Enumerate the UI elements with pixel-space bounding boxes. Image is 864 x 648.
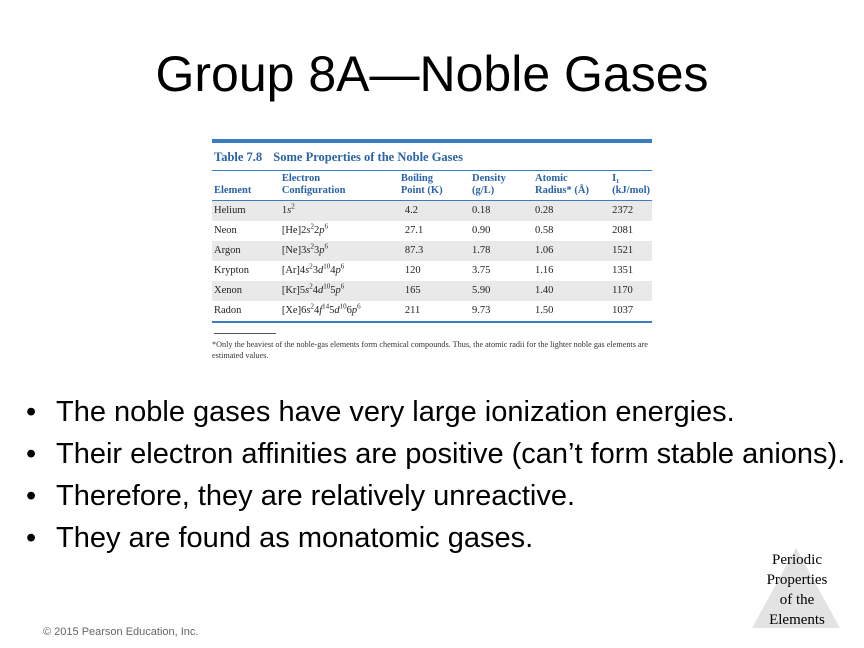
cell-atomic-radius: 0.28 [533,201,610,222]
header-ionization-energy: I₁ (kJ/mol) [610,171,652,201]
bullet-item [26,520,856,556]
header-element: Element [212,171,280,201]
bullet-icon: • [26,438,37,470]
bullet-item [26,436,856,472]
table-footnote: *Only the heaviest of the noble-gas elements form chemical compounds. Thus, the atomic radii for the lighter noble gas elements are estimated values. [212,333,652,361]
cell-density: 3.75 [472,265,491,276]
cell-element: Neon [214,225,237,236]
cell-density: 0.90 [472,225,491,236]
bullet-text: Therefore, they are relatively unreactive. [56,480,576,512]
table-caption [212,143,652,171]
table-caption-text: Some Properties of the Noble Gases [273,150,463,164]
cell-configuration: $[Xe]6s^24f^{14}5d^{10}6p^6$ [280,301,399,322]
bullet-text: They are found as monatomic gases. [56,522,534,554]
bullet-text: The noble gases have very large ionization energies. [56,396,735,428]
slide-title: Group 8A—Noble Gases [155,46,709,102]
properties-table [212,171,652,323]
cell-boiling-point: 4.2 [399,201,470,222]
chapter-label-line: Properties [766,572,828,588]
cell-configuration: $[Kr]5s^24d^{10}5p^6$ [280,281,399,301]
table-row [212,201,652,222]
cell-element: Xenon [212,281,280,301]
cell-atomic-radius: 1.50 [533,301,610,322]
cell-boiling-point: 120 [404,265,421,276]
cell-density: 0.18 [470,201,533,222]
bullet-item [26,478,856,514]
cell-atomic-radius: 1.06 [533,241,610,261]
cell-element: Radon [212,301,280,322]
cell-density: 9.73 [470,301,533,322]
table-row [212,221,652,241]
cell-element: Krypton [214,265,249,276]
cell-ionization-energy: 1170 [610,281,652,301]
cell-element: Helium [212,201,280,222]
copyright-notice: © 2015 Pearson Education, Inc. [43,626,199,638]
table-header-row [212,171,652,201]
cell-boiling-point: 165 [399,281,470,301]
bullet-item [26,394,856,430]
cell-ionization-energy: 2372 [610,201,652,222]
cell-boiling-point: 27.1 [404,225,424,236]
header-density: Density (g/L) [470,171,533,201]
cell-atomic-radius: 0.58 [535,225,554,236]
cell-boiling-point: 87.3 [399,241,470,261]
table-row [212,301,652,322]
cell-atomic-radius: 1.40 [533,281,610,301]
bullet-icon: • [26,480,37,512]
chapter-label-line: of the [779,592,815,608]
table-row [212,261,652,281]
chapter-label-line: Periodic [772,552,822,568]
header-atomic-radius: Atomic Radius* (Å) [533,171,610,201]
cell-boiling-point: 211 [399,301,470,322]
cell-configuration: $[He]2s^22p^6$ [281,222,328,236]
cell-ionization-energy: 1521 [610,241,652,261]
header-boiling-point: Boiling Point (K) [399,171,470,201]
cell-density: 1.78 [470,241,533,261]
cell-ionization-energy: 1037 [610,301,652,322]
bullet-text: Their electron affinities are positive (can’t form stable anions). [56,438,846,470]
cell-density: 5.90 [470,281,533,301]
cell-configuration: $[Ne]3s^23p^6$ [280,241,399,261]
bullet-icon: • [26,396,37,428]
noble-gases-table [212,139,652,361]
bullet-icon: • [26,522,37,554]
cell-element: Argon [212,241,280,261]
table-row [212,281,652,301]
cell-ionization-energy: 2081 [612,225,634,236]
cell-ionization-energy: 1351 [612,265,634,276]
chapter-label [754,550,840,630]
cell-configuration: $[Ar]4s^23d^{10}4p^6$ [281,262,345,276]
cell-atomic-radius: 1.16 [535,265,554,276]
cell-configuration: $1s^2$ [280,201,399,222]
chapter-label-line: Elements [769,612,825,628]
table-row [212,241,652,261]
header-configuration: Electron Configuration [280,171,399,201]
bullet-list [26,394,856,562]
table-number: Table 7.8 [214,150,263,164]
